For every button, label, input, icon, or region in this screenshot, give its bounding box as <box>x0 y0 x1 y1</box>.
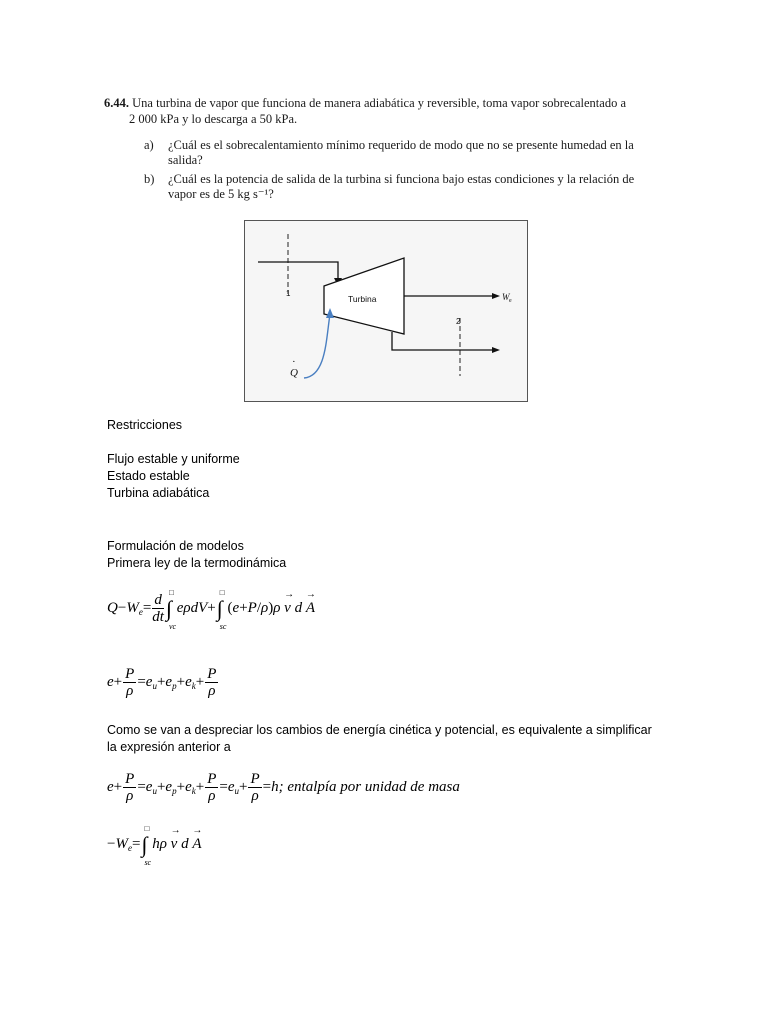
problem-number: 6.44. <box>104 96 129 110</box>
work-sub: e <box>509 298 512 304</box>
problem-line-1 <box>104 96 660 110</box>
first-law-heading: Primera ley de la termodinámica <box>107 556 287 570</box>
restriction-3: Turbina adiabática <box>107 486 210 500</box>
paragraph-line-2: la expresión anterior a <box>107 740 231 754</box>
models-heading: Formulación de modelos <box>107 539 244 553</box>
restriction-2: Estado estable <box>107 469 190 483</box>
heat-dot: · <box>292 356 296 368</box>
equation-enthalpy: e+ $\frac{P}{\rho}$ $=e_u+e_p+e_k+$ $\frac{P}{\rho}$ $=e_u+$ $\frac{P}{\rho}$ =h; entalpía por unidad de masa <box>107 771 460 804</box>
heat-label: Q <box>290 367 298 379</box>
inlet-label: 1 <box>286 289 291 298</box>
part-b-line-2: vapor es de 5 kg s⁻¹? <box>168 187 274 201</box>
problem-line-1-text: Una turbina de vapor que funciona de manera adiabática y reversible, toma vapor sobrecalentado a <box>132 96 627 110</box>
equation-energy-balance: $Q-W_e=$ $\frac{d}{dt}$ ∫ □ vc eρdV+∫ □ sc (e+P/ρ)ρ → v d → A <box>107 592 315 625</box>
restriction-1: Flujo estable y uniforme <box>107 452 240 466</box>
equation-energy-terms: e+ $\frac{P}{\rho}$ $=e_u+e_p+e_k+$ $\frac{P}{\rho}$ <box>107 666 217 699</box>
part-b-label: b) <box>144 172 155 186</box>
part-a-label: a) <box>144 138 154 152</box>
turbine-diagram <box>244 220 528 402</box>
problem-statement <box>104 88 664 208</box>
paragraph-line-1: Como se van a despreciar los cambios de energía cinética y potencial, es equivalente a simplificar <box>107 723 652 737</box>
enthalpy-note: ; entalpía por unidad de masa <box>278 778 460 795</box>
problem-line-2: 2 000 kPa y lo descarga a 50 kPa. <box>129 112 298 126</box>
equation-work: $-W_e=\int$ □ sc hρ → v d → A <box>107 832 202 858</box>
part-b-line-1: ¿Cuál es la potencia de salida de la turbina si funciona bajo estas condiciones y la relación de <box>168 172 635 186</box>
part-a-line-2: salida? <box>168 153 203 167</box>
part-a-line-1: ¿Cuál es el sobrecalentamiento mínimo requerido de modo que no se presente humedad en la <box>168 138 634 152</box>
work-label: W <box>502 292 510 302</box>
turbine-label: Turbina <box>348 294 377 304</box>
restrictions-heading: Restricciones <box>107 418 183 432</box>
outlet-label: 2 <box>456 317 461 326</box>
